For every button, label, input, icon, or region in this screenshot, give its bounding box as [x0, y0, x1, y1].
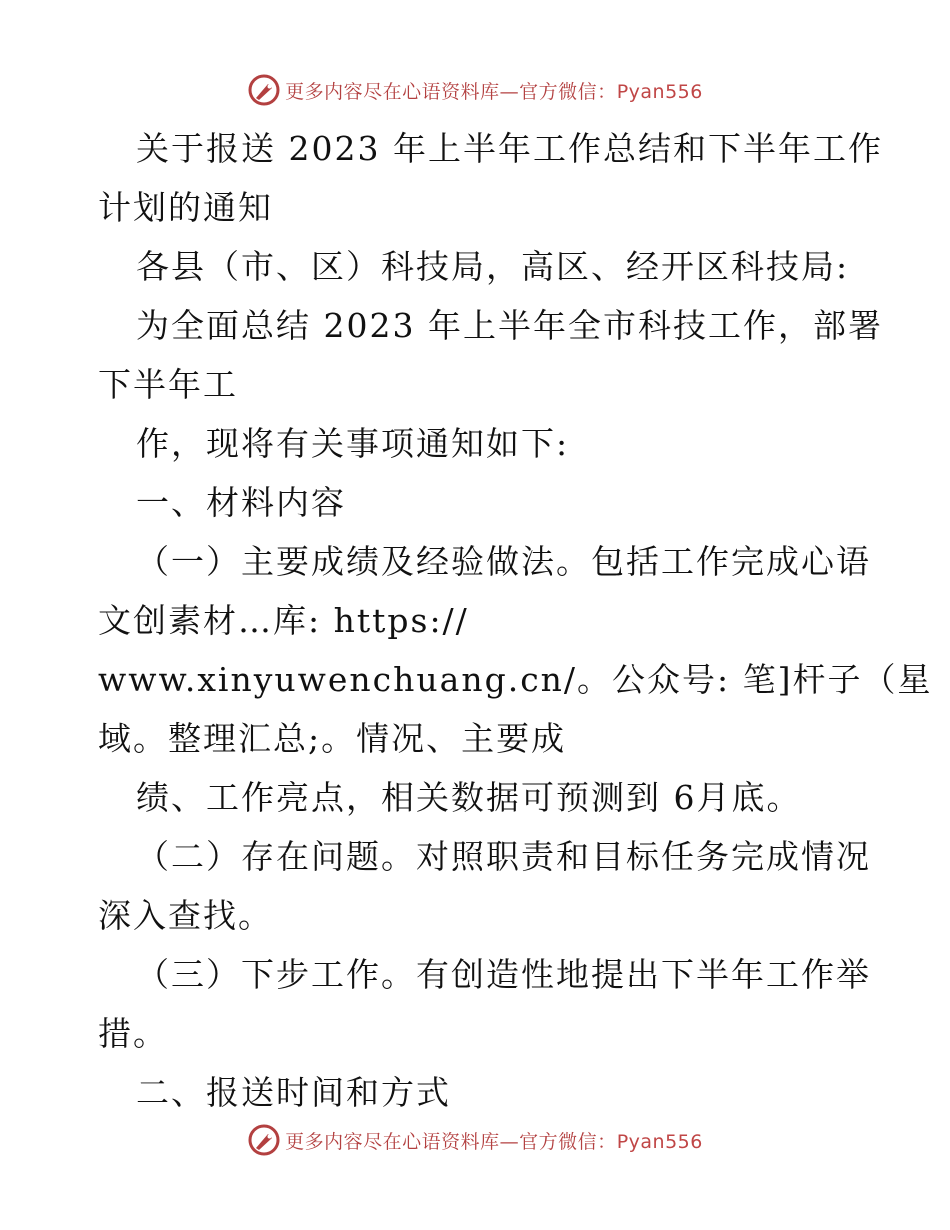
footer-watermark-banner: [0, 1120, 950, 1160]
doc-title-line-1: 关于报送 2023 年上半年工作总结和下半年工作: [136, 129, 883, 168]
section-heading-2: 二、报送时间和方式: [136, 1073, 451, 1112]
paragraph-line: 措。: [98, 1014, 168, 1053]
section-heading-1: 一、材料内容: [136, 483, 346, 522]
paragraph-line: 文创素材…库: https://: [98, 601, 469, 640]
paragraph-line: 下半年工: [98, 365, 238, 404]
paragraph-line: 为全面总结 2023 年上半年全市科技工作，部署: [136, 306, 883, 345]
paragraph-line: （一）主要成绩及经验做法。包括工作完成心语: [136, 542, 871, 581]
doc-title-line-2: 计划的通知: [98, 188, 273, 227]
paragraph-line: （三）下步工作。有创造性地提出下半年工作举: [136, 955, 871, 994]
pen-nib-logo-icon: [247, 73, 281, 107]
paragraph-line: 域。整理汇总;。情况、主要成: [98, 719, 567, 758]
salutation: 各县（市、区）科技局，高区、经开区科技局:: [136, 247, 850, 286]
paragraph-line: 作，现将有关事项通知如下:: [136, 424, 570, 463]
banner-text: 更多内容尽在心语资料库—官方微信：Pyan556: [285, 1130, 703, 1153]
header-watermark-banner: [0, 70, 950, 110]
document-body: [98, 119, 933, 1122]
paragraph-line: www.xinyuwenchuang.cn/。公众号: 笔]杆子（星: [98, 660, 933, 699]
banner-text: 更多内容尽在心语资料库—官方微信：Pyan556: [285, 80, 703, 103]
paragraph-line: 绩、工作亮点，相关数据可预测到 6月底。: [136, 778, 802, 817]
pen-nib-logo-icon: [247, 1123, 281, 1157]
paragraph-line: 深入查找。: [98, 896, 273, 935]
paragraph-line: （二）存在问题。对照职责和目标任务完成情况: [136, 837, 871, 876]
